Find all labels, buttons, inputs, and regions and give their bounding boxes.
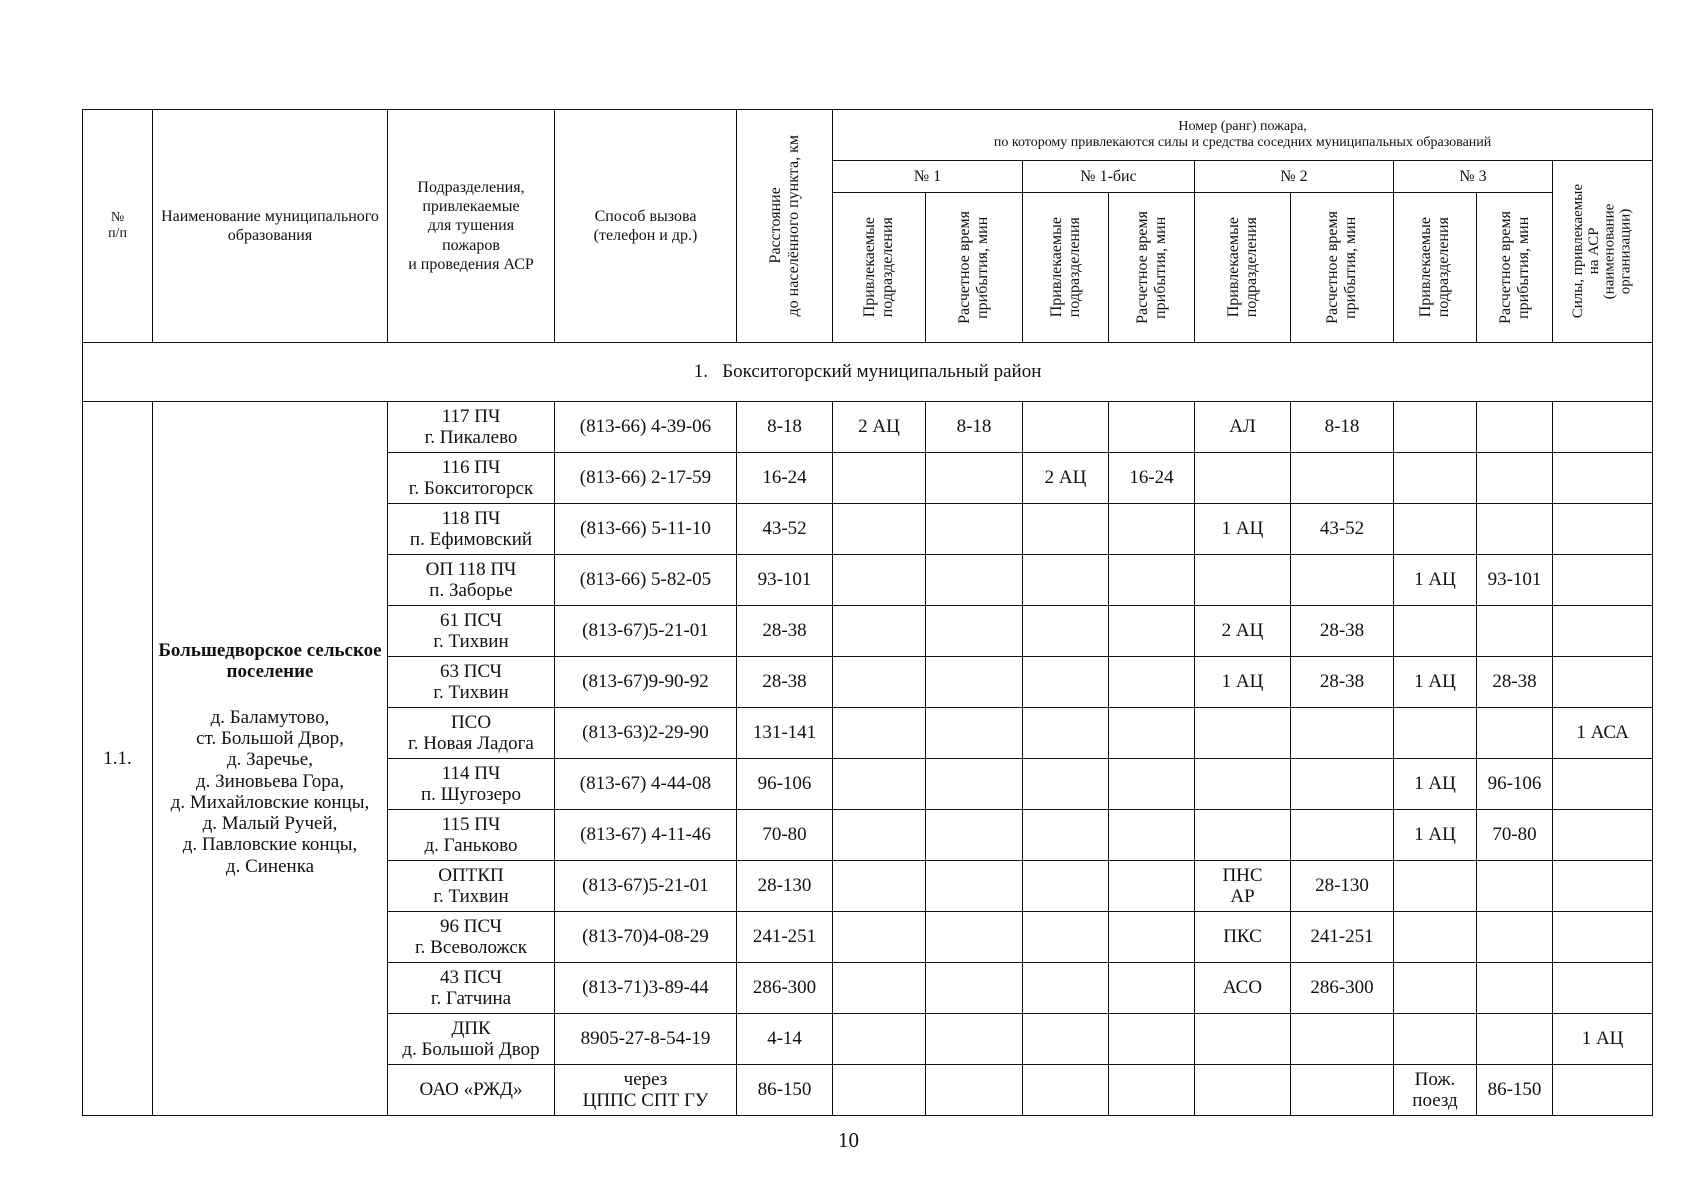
cell-r1-units <box>833 1014 926 1065</box>
cell-asr: 1 АЦ <box>1553 1014 1653 1065</box>
cell-r3-units <box>1394 912 1477 963</box>
cell-call: (813-66) 4-39-06 <box>555 402 737 453</box>
cell-call: (813-67) 4-11-46 <box>555 810 737 861</box>
header-r3-time-text: Расчетное время прибытия, мин <box>1496 211 1532 324</box>
cell-unit: 114 ПЧ п. Шугозеро <box>388 759 555 810</box>
cell-unit: 43 ПСЧ г. Гатчина <box>388 963 555 1014</box>
cell-r3-units <box>1394 402 1477 453</box>
header-asr-forces <box>1553 161 1653 343</box>
cell-r2-units <box>1195 555 1291 606</box>
cell-r2-units: 1 АЦ <box>1195 504 1291 555</box>
cell-call: (813-67)5-21-01 <box>555 861 737 912</box>
cell-r3-time <box>1477 708 1553 759</box>
cell-r1b-time <box>1109 708 1195 759</box>
cell-distance: 241-251 <box>737 912 833 963</box>
cell-asr <box>1553 657 1653 708</box>
header-r2-units <box>1195 193 1291 343</box>
cell-r1b-time <box>1109 504 1195 555</box>
cell-unit: ОАО «РЖД» <box>388 1065 555 1116</box>
cell-r3-time: 70-80 <box>1477 810 1553 861</box>
cell-call: 8905-27-8-54-19 <box>555 1014 737 1065</box>
cell-r1-time: 8-18 <box>926 402 1023 453</box>
cell-call: (813-70)4-08-29 <box>555 912 737 963</box>
cell-unit: 118 ПЧ п. Ефимовский <box>388 504 555 555</box>
cell-unit: ОП 118 ПЧ п. Заборье <box>388 555 555 606</box>
header-r2-time <box>1291 193 1394 343</box>
cell-call: (813-66) 5-11-10 <box>555 504 737 555</box>
cell-r1-time <box>926 810 1023 861</box>
cell-r2-time: 28-130 <box>1291 861 1394 912</box>
cell-r1-time <box>926 606 1023 657</box>
cell-unit: 63 ПСЧ г. Тихвин <box>388 657 555 708</box>
cell-r3-units: 1 АЦ <box>1394 555 1477 606</box>
cell-r1-units <box>833 810 926 861</box>
cell-asr <box>1553 912 1653 963</box>
cell-r1b-time <box>1109 1065 1195 1116</box>
cell-distance: 93-101 <box>737 555 833 606</box>
cell-distance: 28-38 <box>737 657 833 708</box>
cell-r2-time <box>1291 810 1394 861</box>
cell-r3-units: Пож. поезд <box>1394 1065 1477 1116</box>
cell-r2-time: 28-38 <box>1291 657 1394 708</box>
cell-r1b-units: 2 АЦ <box>1023 453 1109 504</box>
cell-r1-time <box>926 1014 1023 1065</box>
cell-r2-units: 2 АЦ <box>1195 606 1291 657</box>
cell-distance: 70-80 <box>737 810 833 861</box>
header-r1b-units <box>1023 193 1109 343</box>
cell-r1b-units <box>1023 606 1109 657</box>
header-asr-forces-text: Силы, привлекаемые на АСР (наименование организации) <box>1570 184 1634 319</box>
header-r1-units <box>833 193 926 343</box>
cell-r2-units: ПКС <box>1195 912 1291 963</box>
cell-r3-time <box>1477 402 1553 453</box>
cell-asr <box>1553 759 1653 810</box>
cell-r1b-time <box>1109 555 1195 606</box>
cell-r1-units <box>833 657 926 708</box>
header-rank-1bis: № 1-бис <box>1023 161 1195 193</box>
cell-distance: 16-24 <box>737 453 833 504</box>
table-row <box>83 402 1653 453</box>
header-r1-time-text: Расчетное время прибытия, мин <box>956 211 991 324</box>
header-municipality: Наименование муниципального образования <box>153 110 388 343</box>
cell-distance: 28-130 <box>737 861 833 912</box>
cell-r1b-time <box>1109 912 1195 963</box>
cell-distance: 4-14 <box>737 1014 833 1065</box>
cell-r3-units <box>1394 861 1477 912</box>
cell-r1-units <box>833 1065 926 1116</box>
cell-asr <box>1553 453 1653 504</box>
cell-unit: 61 ПСЧ г. Тихвин <box>388 606 555 657</box>
cell-r1b-units <box>1023 810 1109 861</box>
header-r1b-time <box>1109 193 1195 343</box>
cell-r2-units <box>1195 810 1291 861</box>
cell-r1-units <box>833 708 926 759</box>
header-r1b-units-text: Привлекаемые подразделения <box>1047 217 1083 318</box>
cell-r3-time: 86-150 <box>1477 1065 1553 1116</box>
cell-r1-time <box>926 504 1023 555</box>
cell-r1b-units <box>1023 963 1109 1014</box>
cell-asr <box>1553 861 1653 912</box>
cell-r3-time: 28-38 <box>1477 657 1553 708</box>
cell-r3-time: 93-101 <box>1477 555 1553 606</box>
cell-r1-time <box>926 861 1023 912</box>
cell-r2-units <box>1195 1065 1291 1116</box>
cell-r1b-units <box>1023 861 1109 912</box>
cell-r3-time <box>1477 912 1553 963</box>
header-rank-1: № 1 <box>833 161 1023 193</box>
cell-r1b-units <box>1023 759 1109 810</box>
cell-r3-time <box>1477 606 1553 657</box>
cell-r1b-time <box>1109 861 1195 912</box>
cell-r1b-time: 16-24 <box>1109 453 1195 504</box>
header-call-method: Способ вызова (телефон и др.) <box>555 110 737 343</box>
row-number: 1.1. <box>83 402 153 1116</box>
cell-r1b-time <box>1109 657 1195 708</box>
cell-r3-units <box>1394 963 1477 1014</box>
cell-r2-units: ПНС АР <box>1195 861 1291 912</box>
header-units: Подразделения, привлекаемые для тушения пожаров и проведения АСР <box>388 110 555 343</box>
header-num: № п/п <box>83 110 153 343</box>
cell-r2-time <box>1291 453 1394 504</box>
header-r1-units-text: Привлекаемые подразделения <box>861 217 896 318</box>
cell-distance: 8-18 <box>737 402 833 453</box>
cell-distance: 131-141 <box>737 708 833 759</box>
cell-r3-units <box>1394 504 1477 555</box>
cell-distance: 86-150 <box>737 1065 833 1116</box>
cell-r3-time <box>1477 504 1553 555</box>
cell-r1-units <box>833 963 926 1014</box>
cell-r1-time <box>926 1065 1023 1116</box>
cell-r1-units <box>833 912 926 963</box>
cell-call: (813-67)5-21-01 <box>555 606 737 657</box>
cell-r1-time <box>926 759 1023 810</box>
cell-r3-time <box>1477 861 1553 912</box>
cell-r1b-units <box>1023 657 1109 708</box>
cell-r3-units: 1 АЦ <box>1394 810 1477 861</box>
header-r1-time <box>926 193 1023 343</box>
cell-r1b-time <box>1109 759 1195 810</box>
cell-call: (813-67) 4-44-08 <box>555 759 737 810</box>
cell-r1b-time <box>1109 1014 1195 1065</box>
cell-r2-units <box>1195 453 1291 504</box>
cell-unit: ОПТКП г. Тихвин <box>388 861 555 912</box>
cell-unit: 117 ПЧ г. Пикалево <box>388 402 555 453</box>
cell-asr <box>1553 402 1653 453</box>
cell-call: (813-66) 2-17-59 <box>555 453 737 504</box>
cell-r2-units: 1 АЦ <box>1195 657 1291 708</box>
cell-r1-units <box>833 861 926 912</box>
cell-asr <box>1553 963 1653 1014</box>
cell-r2-time <box>1291 555 1394 606</box>
cell-r3-units <box>1394 453 1477 504</box>
cell-r1b-units <box>1023 402 1109 453</box>
cell-r1b-time <box>1109 606 1195 657</box>
cell-call: (813-63)2-29-90 <box>555 708 737 759</box>
cell-r1b-units <box>1023 1065 1109 1116</box>
cell-r2-units: АЛ <box>1195 402 1291 453</box>
cell-call: (813-67)9-90-92 <box>555 657 737 708</box>
cell-r1-units <box>833 759 926 810</box>
settlements-list: д. Баламутово, ст. Большой Двор, д. Заречье, д. Зиновьева Гора, д. Михайловские концы, д. Малый Ручей, д. Павловские концы, д. Синенка <box>170 706 370 877</box>
cell-r3-time <box>1477 1014 1553 1065</box>
cell-r1b-units <box>1023 708 1109 759</box>
cell-r2-time: 28-38 <box>1291 606 1394 657</box>
cell-r1-time <box>926 963 1023 1014</box>
cell-r2-time: 286-300 <box>1291 963 1394 1014</box>
cell-r1b-time <box>1109 963 1195 1014</box>
cell-r2-time <box>1291 708 1394 759</box>
municipality-name: Большедворское сельское поселение <box>158 640 382 683</box>
cell-r2-units <box>1195 759 1291 810</box>
cell-r2-time: 241-251 <box>1291 912 1394 963</box>
cell-r2-units: АСО <box>1195 963 1291 1014</box>
cell-r1b-time <box>1109 402 1195 453</box>
cell-r1-units <box>833 453 926 504</box>
cell-r3-time <box>1477 453 1553 504</box>
cell-distance: 28-38 <box>737 606 833 657</box>
header-rank-3: № 3 <box>1394 161 1553 193</box>
cell-asr: 1 АСА <box>1553 708 1653 759</box>
cell-unit: 96 ПСЧ г. Всеволожск <box>388 912 555 963</box>
header-r2-time-text: Расчетное время прибытия, мин <box>1324 211 1359 324</box>
section-title: 1. Бокситогорский муниципальный район <box>83 343 1653 402</box>
cell-r2-time: 8-18 <box>1291 402 1394 453</box>
cell-r3-units: 1 АЦ <box>1394 759 1477 810</box>
cell-unit: ДПК д. Большой Двор <box>388 1014 555 1065</box>
cell-asr <box>1553 606 1653 657</box>
cell-r2-time <box>1291 759 1394 810</box>
cell-asr <box>1553 555 1653 606</box>
cell-r1-time <box>926 657 1023 708</box>
fire-resources-table <box>82 109 1653 1116</box>
cell-r1-time <box>926 708 1023 759</box>
cell-r3-time <box>1477 963 1553 1014</box>
cell-r1b-units <box>1023 504 1109 555</box>
cell-r1-time <box>926 555 1023 606</box>
cell-call: (813-66) 5-82-05 <box>555 555 737 606</box>
cell-r1b-units <box>1023 555 1109 606</box>
cell-r2-units <box>1195 708 1291 759</box>
cell-r1-time <box>926 453 1023 504</box>
header-distance-text: Расстояние до населённого пункта, км <box>766 135 802 317</box>
cell-asr <box>1553 1065 1653 1116</box>
cell-r1-units <box>833 606 926 657</box>
cell-distance: 43-52 <box>737 504 833 555</box>
cell-r3-units <box>1394 1014 1477 1065</box>
cell-r2-time <box>1291 1065 1394 1116</box>
cell-r3-units <box>1394 606 1477 657</box>
header-r3-time <box>1477 193 1553 343</box>
cell-r3-units <box>1394 708 1477 759</box>
header-distance <box>737 110 833 343</box>
header-r1b-time-text: Расчетное время прибытия, мин <box>1133 211 1169 324</box>
cell-unit: 115 ПЧ д. Ганьково <box>388 810 555 861</box>
cell-r1b-time <box>1109 810 1195 861</box>
cell-r1-units <box>833 504 926 555</box>
cell-unit: 116 ПЧ г. Бокситогорск <box>388 453 555 504</box>
cell-asr <box>1553 810 1653 861</box>
cell-r2-units <box>1195 1014 1291 1065</box>
cell-call: (813-71)3-89-44 <box>555 963 737 1014</box>
cell-r3-units: 1 АЦ <box>1394 657 1477 708</box>
page-number: 10 <box>838 1128 859 1152</box>
cell-r2-time <box>1291 1014 1394 1065</box>
cell-unit: ПСО г. Новая Ладога <box>388 708 555 759</box>
header-r2-units-text: Привлекаемые подразделения <box>1224 217 1260 318</box>
header-rank-2: № 2 <box>1195 161 1394 193</box>
cell-call: через ЦППС СПТ ГУ <box>555 1065 737 1116</box>
cell-r1-time <box>926 912 1023 963</box>
municipality-cell <box>153 402 388 1116</box>
header-r3-units-text: Привлекаемые подразделения <box>1417 217 1452 318</box>
cell-r3-time: 96-106 <box>1477 759 1553 810</box>
cell-distance: 286-300 <box>737 963 833 1014</box>
cell-r2-time: 43-52 <box>1291 504 1394 555</box>
cell-r1b-units <box>1023 1014 1109 1065</box>
cell-r1-units: 2 АЦ <box>833 402 926 453</box>
cell-r1b-units <box>1023 912 1109 963</box>
cell-r1-units <box>833 555 926 606</box>
header-r3-units <box>1394 193 1477 343</box>
cell-distance: 96-106 <box>737 759 833 810</box>
cell-asr <box>1553 504 1653 555</box>
header-fire-rank: Номер (ранг) пожара, по которому привлекаются силы и средства соседних муниципальных образований <box>833 110 1653 161</box>
